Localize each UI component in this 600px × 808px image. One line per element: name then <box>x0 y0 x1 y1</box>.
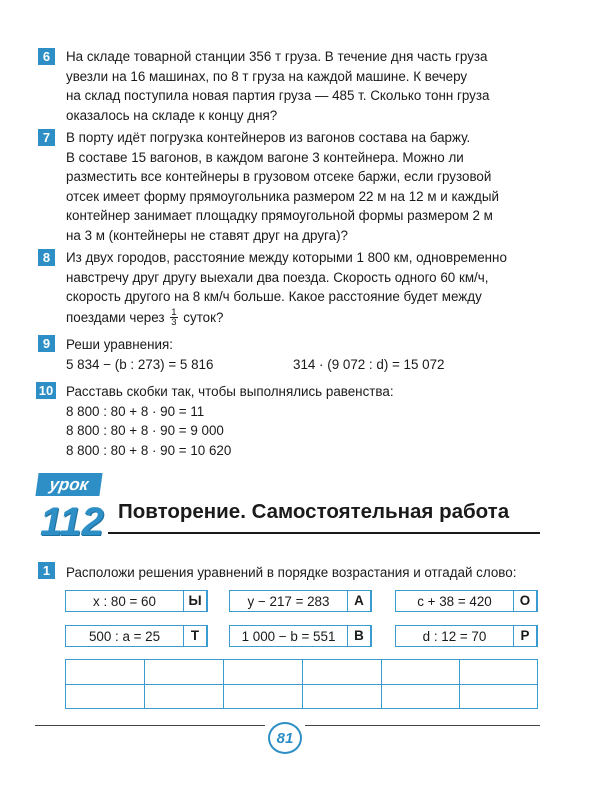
task-line: В составе 15 вагонов, в каждом вагоне 3 контейнера. Можно ли <box>66 149 464 165</box>
grid-divider <box>66 684 537 685</box>
task-line: скорость другого на 8 км/ч больше. Какое расстояние будет между <box>66 289 482 304</box>
task-7-text <box>66 128 546 245</box>
fraction-numerator: 1 <box>171 307 177 319</box>
equation: c + 38 = 420 <box>417 594 492 609</box>
task-10-text <box>66 382 546 460</box>
task-line: На складе товарной станции 356 т груза. В течение дня часть груза <box>66 49 488 64</box>
task-intro: Расставь скобки так, чтобы выполнялись равенства: <box>66 384 394 399</box>
lesson-label-badge: урок <box>35 473 102 496</box>
task-intro: Реши уравнения: <box>66 337 173 352</box>
task-number-badge: 8 <box>38 249 55 266</box>
task-line: отсек имеет форму прямоугольника размером 22 м на 12 м и каждый <box>66 188 499 204</box>
equality: 8 800 : 80 + 8 · 90 = 10 620 <box>66 442 232 458</box>
task-number-badge: 7 <box>38 129 55 146</box>
equation-row <box>66 355 546 375</box>
fraction-denominator: 3 <box>171 317 177 329</box>
equality: 8 800 : 80 + 8 · 90 = 9 000 <box>66 423 224 438</box>
task-line-part: суток? <box>183 309 224 325</box>
task-9-text <box>66 335 546 374</box>
equation: d : 12 = 70 <box>422 629 487 644</box>
task-line-part: поездами через <box>66 309 165 325</box>
task-line: увезли на 16 машинах, по 8 т груза на каждой машине. К вечеру <box>66 68 468 84</box>
lesson-number: 112 <box>40 500 104 544</box>
exercise-1-instruction <box>66 563 546 583</box>
task-number-badge: 1 <box>38 562 55 579</box>
title-divider <box>108 532 540 534</box>
answer-grid[interactable] <box>65 659 538 709</box>
page-number: 81 <box>268 722 302 754</box>
task-intro: Расположи решения уравнений в порядке возрастания и отгадай слово: <box>66 565 517 580</box>
task-line: на склад поступила новая партия груза — 485 т. Сколько тонн груза <box>66 88 490 103</box>
answer-letter: Р <box>513 625 537 647</box>
task-line: навстречу друг другу выехали два поезда. Скорость одного 60 км/ч, <box>66 269 489 285</box>
task-line: оказалось на складе к концу дня? <box>66 107 278 123</box>
task-6-text <box>66 47 546 125</box>
answer-letter: А <box>347 590 371 612</box>
answer-letter: Ы <box>183 590 207 612</box>
fraction <box>170 308 177 327</box>
equation: x : 80 = 60 <box>93 594 156 609</box>
task-line: контейнер занимает площадку прямоугольной формы размером 2 м <box>66 208 493 223</box>
equation-card <box>229 590 372 612</box>
equation: 314 · (9 072 : d) = 15 072 <box>293 356 445 372</box>
equation: 1 000 − b = 551 <box>241 629 336 644</box>
equation: 5 834 − (b : 273) = 5 816 <box>66 356 214 372</box>
task-8-text <box>66 248 546 329</box>
footer-rule <box>305 725 540 726</box>
equation-card <box>395 625 538 647</box>
equation-card <box>65 625 208 647</box>
task-number-badge: 6 <box>38 48 55 65</box>
equation-card <box>229 625 372 647</box>
task-line: В порту идёт погрузка контейнеров из вагонов состава на баржу. <box>66 130 471 145</box>
answer-letter: О <box>513 590 537 612</box>
task-line <box>66 307 546 329</box>
task-line: на 3 м (контейнеры не ставят друг на друга)? <box>66 227 348 243</box>
task-line: разместить все контейнеры в грузовом отсеке баржи, если грузовой <box>66 169 492 184</box>
equation: 500 : a = 25 <box>88 629 161 644</box>
equation-card <box>395 590 538 612</box>
answer-letter: В <box>347 625 371 647</box>
answer-letter: Т <box>183 625 207 647</box>
equation-card <box>65 590 208 612</box>
equation: y − 217 = 283 <box>247 594 330 609</box>
footer-rule <box>35 725 265 726</box>
task-number-badge: 9 <box>38 335 55 352</box>
task-number-badge: 10 <box>36 382 56 399</box>
lesson-title: Повторение. Самостоятельная работа <box>118 500 510 523</box>
task-line: Из двух городов, расстояние между которыми 1 800 км, одновременно <box>66 250 507 265</box>
equality: 8 800 : 80 + 8 · 90 = 11 <box>66 403 205 419</box>
